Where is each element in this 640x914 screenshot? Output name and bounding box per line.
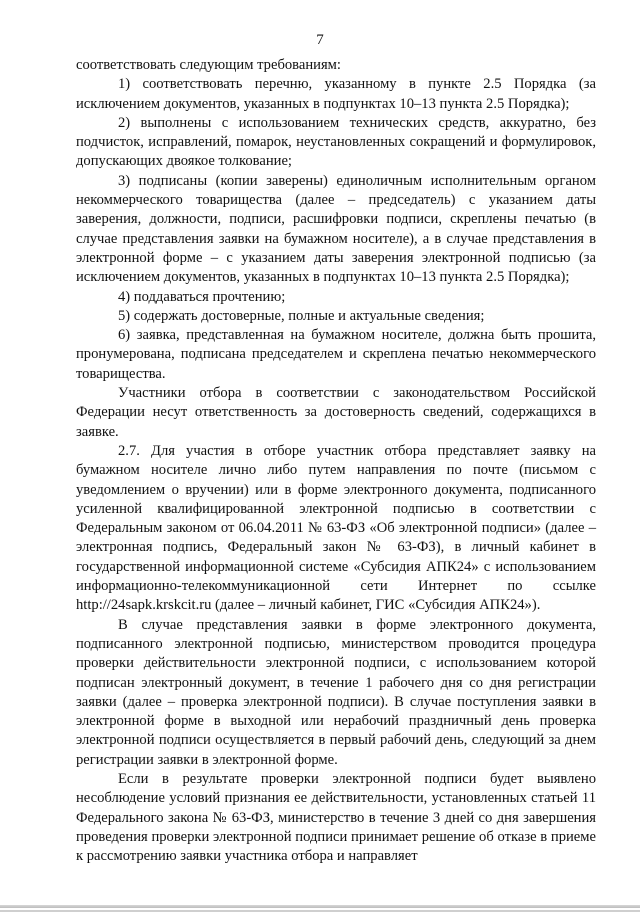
- paragraph-item-1: 1) соответствовать перечню, указанному в пункте 2.5 Порядка (за исключением документов, указанных в подпунктах 10–13 пункта 2.5 Порядка);: [76, 76, 596, 112]
- paragraph-item-6: 6) заявка, представленная на бумажном носителе, должна быть прошита, пронумерована, подписана председателем и скреплена печатью некоммерческого товарищества.: [76, 327, 596, 382]
- paragraph-item-5: 5) содержать достоверные, полные и актуальные сведения;: [118, 307, 485, 324]
- paragraph-responsibility: Участники отбора в соответствии с законодательством Российской Федерации несут ответственность за достоверность сведений, содержащихся в заявке.: [76, 385, 596, 440]
- paragraph-requirements-intro: соответствовать следующим требованиям:: [76, 57, 341, 73]
- paragraph-item-2: 2) выполнены с использованием технических средств, аккуратно, без подчисток, исправлений, помарок, неустановленных сокращений и формулировок, допускающих двоякое толкование;: [76, 114, 596, 170]
- page-number: 7: [316, 32, 324, 48]
- paragraph-electronic-signature-check: В случае представления заявки в форме электронного документа, подписанного электронной подписью, министерством проводится процедура проверки действительности электронной подписи, с использованием которой подписан электронный документ, в течение 1 рабочего дня со дня регистрации заявки (далее – проверка электронной подписи). В случае поступления заявки в электронной форме в выходной или нерабочий праздничный день проверка электронной подписи осуществляется в первый рабочий день, следующий за днем регистрации заявки в электронной форме.: [76, 616, 596, 768]
- paragraph-item-4: 4) поддаваться прочтению;: [118, 288, 286, 305]
- document-body: [76, 56, 596, 866]
- paragraph-signature-invalid: Если в результате проверки электронной подписи будет выявлено несоблюдение условий признания ее действительности, установленных статьей 11 Федерального закона № 63-ФЗ, министерство в течение 3 дней со дня завершения проведения проверки электронной подписи принимает решение об отказе в приеме к рассмотрению заявки участника отбора и направляет: [76, 770, 596, 865]
- scan-edge-line-secondary: [0, 910, 640, 912]
- paragraph-item-3: 3) подписаны (копии заверены) единоличным исполнительным органом некоммерческого товарищества (далее – председатель) с указанием даты заверения, должности, подписи, расшифровки подписи, скреплены печатью (в случае представления заявки на бумажном носителе), а в случае представления в электронной форме – с указанием даты заверения электронной подписью (за исключением документов, указанных в подпунктах 10–13 пункта 2.5 Порядка);: [76, 172, 596, 286]
- scan-edge-line: [0, 905, 640, 908]
- paragraph-section-2-7: 2.7. Для участия в отборе участник отбора представляет заявку на бумажном носителе лично либо путем направления по почте (письмом с уведомлением о вручении) или в форме электронного документа, подписанного усиленной квалифицированной электронной подписью в соответствии с Федеральным законом от 06.04.2011 № 63-ФЗ «Об электронной подписи» (далее – электронная подпись, Федеральный закон № 63-ФЗ), в личный кабинет в государственной информационной системе «Субсидия АПК24» с использованием информационно-телекоммуникационной сети Интернет по ссылке http://24sapk.krskcit.ru (далее – личный кабинет, ГИС «Субсидия АПК24»).: [76, 442, 596, 614]
